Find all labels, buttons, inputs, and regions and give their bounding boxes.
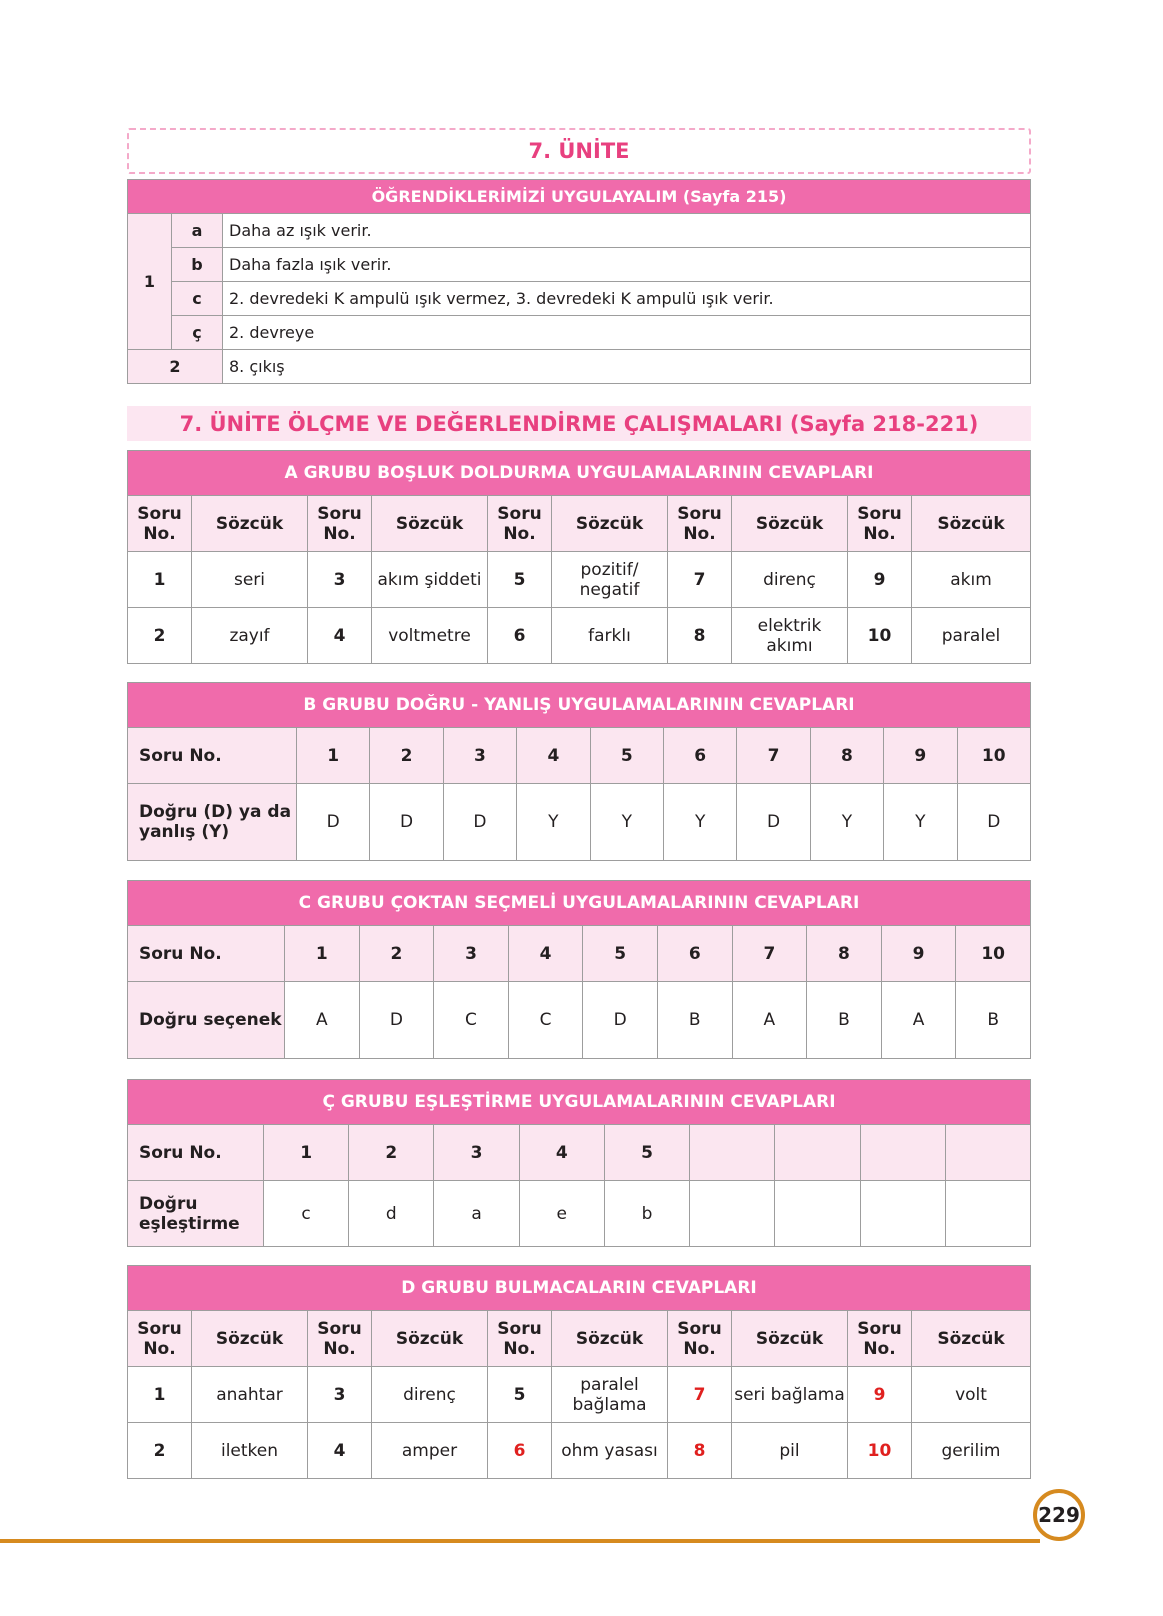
- question-number: 5: [590, 728, 663, 784]
- col-sozcuk: Sözcük: [552, 496, 668, 552]
- question-number: 9: [848, 1367, 912, 1423]
- answer: c: [264, 1181, 349, 1247]
- answer: a: [434, 1181, 519, 1247]
- apply-table: [127, 179, 1031, 384]
- empty-cell: [945, 1125, 1030, 1181]
- empty-cell: [860, 1181, 945, 1247]
- q1-number: 1: [128, 214, 172, 350]
- group-c-table: [127, 880, 1031, 1059]
- answer: d: [349, 1181, 434, 1247]
- group-d-table: [127, 1265, 1031, 1479]
- table-row: [128, 1423, 1031, 1479]
- question-number: 8: [668, 1423, 732, 1479]
- answer-word: elektrik akımı: [732, 608, 848, 664]
- question-number: 10: [957, 728, 1030, 784]
- answer-word: pil: [732, 1423, 848, 1479]
- question-number: 6: [663, 728, 736, 784]
- answer: B: [657, 982, 732, 1059]
- row-label-soru-no: Soru No.: [128, 926, 285, 982]
- answer-word: farklı: [552, 608, 668, 664]
- answer-word: akım: [912, 552, 1031, 608]
- group-b-title: B GRUBU DOĞRU - YANLIŞ UYGULAMALARININ CEVAPLARI: [128, 683, 1031, 728]
- question-number: 7: [668, 1367, 732, 1423]
- col-sozcuk: Sözcük: [732, 1311, 848, 1367]
- question-number: 4: [519, 1125, 604, 1181]
- answer-word: anahtar: [192, 1367, 308, 1423]
- q1-answer: Daha az ışık verir.: [223, 214, 1031, 248]
- q2-answer: 8. çıkış: [223, 350, 1031, 384]
- question-number: 5: [488, 552, 552, 608]
- question-number: 2: [128, 608, 192, 664]
- answer-word: zayıf: [192, 608, 308, 664]
- answer-word: pozitif/ negatif: [552, 552, 668, 608]
- question-number: 2: [370, 728, 443, 784]
- answer: Y: [884, 784, 957, 861]
- answer: D: [957, 784, 1030, 861]
- question-number: 8: [810, 728, 883, 784]
- question-number: 1: [297, 728, 370, 784]
- section-title: 7. ÜNİTE ÖLÇME VE DEĞERLENDİRME ÇALIŞMALARI (Sayfa 218-221): [127, 406, 1031, 441]
- answer: D: [359, 982, 434, 1059]
- question-number: 3: [443, 728, 516, 784]
- answer: A: [881, 982, 956, 1059]
- answer: Y: [590, 784, 663, 861]
- question-number: 6: [488, 1423, 552, 1479]
- answer-word: voltmetre: [372, 608, 488, 664]
- question-number: 6: [488, 608, 552, 664]
- col-sozcuk: Sözcük: [732, 496, 848, 552]
- answer: B: [807, 982, 882, 1059]
- answer-word: paralel bağlama: [552, 1367, 668, 1423]
- question-number: 1: [264, 1125, 349, 1181]
- question-number: 4: [508, 926, 583, 982]
- answer: e: [519, 1181, 604, 1247]
- empty-cell: [775, 1125, 860, 1181]
- col-sozcuk: Sözcük: [372, 1311, 488, 1367]
- question-number: 2: [349, 1125, 434, 1181]
- question-number: 1: [128, 552, 192, 608]
- empty-cell: [860, 1125, 945, 1181]
- answer: Y: [663, 784, 736, 861]
- group-b-table: [127, 682, 1031, 861]
- answer-word: seri: [192, 552, 308, 608]
- answer: D: [737, 784, 810, 861]
- question-number: 4: [308, 608, 372, 664]
- col-sozcuk: Sözcük: [372, 496, 488, 552]
- answer-word: iletken: [192, 1423, 308, 1479]
- col-sozcuk: Sözcük: [912, 496, 1031, 552]
- answer: Y: [517, 784, 590, 861]
- question-number: 5: [583, 926, 658, 982]
- col-soru-no: Soru No.: [668, 1311, 732, 1367]
- group-a-table: [127, 450, 1031, 664]
- answer-word: amper: [372, 1423, 488, 1479]
- col-sozcuk: Sözcük: [192, 1311, 308, 1367]
- q1-answer: 2. devreye: [223, 316, 1031, 350]
- answer-word: ohm yasası: [552, 1423, 668, 1479]
- group-a-title: A GRUBU BOŞLUK DOLDURMA UYGULAMALARININ CEVAPLARI: [128, 451, 1031, 496]
- answer-word: seri bağlama: [732, 1367, 848, 1423]
- q1-answer: 2. devredeki K ampulü ışık vermez, 3. devredeki K ampulü ışık verir.: [223, 282, 1031, 316]
- apply-title: ÖĞRENDİKLERİMİZİ UYGULAYALIM (Sayfa 215): [128, 180, 1031, 214]
- question-number: 8: [807, 926, 882, 982]
- empty-cell: [775, 1181, 860, 1247]
- table-row: [128, 552, 1031, 608]
- answer: C: [508, 982, 583, 1059]
- question-number: 7: [732, 926, 807, 982]
- answer: Y: [810, 784, 883, 861]
- row-label-answer: Doğru (D) ya da yanlış (Y): [128, 784, 297, 861]
- row-label-answer: Doğru seçenek: [128, 982, 285, 1059]
- row-label-soru-no: Soru No.: [128, 1125, 264, 1181]
- col-sozcuk: Sözcük: [912, 1311, 1031, 1367]
- answer-word: gerilim: [912, 1423, 1031, 1479]
- question-number: 1: [285, 926, 360, 982]
- question-number: 4: [308, 1423, 372, 1479]
- group-cc-title: Ç GRUBU EŞLEŞTİRME UYGULAMALARININ CEVAPLARI: [128, 1080, 1031, 1125]
- answer: B: [956, 982, 1031, 1059]
- q1-answer: Daha fazla ışık verir.: [223, 248, 1031, 282]
- col-soru-no: Soru No.: [308, 496, 372, 552]
- answer: A: [285, 982, 360, 1059]
- col-soru-no: Soru No.: [488, 1311, 552, 1367]
- col-sozcuk: Sözcük: [192, 496, 308, 552]
- question-number: 6: [657, 926, 732, 982]
- empty-cell: [945, 1181, 1030, 1247]
- question-number: 1: [128, 1367, 192, 1423]
- empty-cell: [690, 1181, 775, 1247]
- question-number: 7: [737, 728, 810, 784]
- question-number: 9: [884, 728, 957, 784]
- group-c-title: C GRUBU ÇOKTAN SEÇMELİ UYGULAMALARININ CEVAPLARI: [128, 881, 1031, 926]
- group-d-title: D GRUBU BULMACALARIN CEVAPLARI: [128, 1266, 1031, 1311]
- question-number: 9: [848, 552, 912, 608]
- col-sozcuk: Sözcük: [552, 1311, 668, 1367]
- table-row: [128, 608, 1031, 664]
- question-number: 10: [956, 926, 1031, 982]
- question-number: 4: [517, 728, 590, 784]
- q1-letter: ç: [172, 316, 223, 350]
- question-number: 8: [668, 608, 732, 664]
- question-number: 7: [668, 552, 732, 608]
- col-soru-no: Soru No.: [308, 1311, 372, 1367]
- page-number: 229: [1033, 1489, 1085, 1541]
- footer-line: [0, 1539, 1040, 1543]
- col-soru-no: Soru No.: [848, 496, 912, 552]
- row-label-answer: Doğru eşleştirme: [128, 1181, 264, 1247]
- group-cc-table: [127, 1079, 1031, 1247]
- answer: D: [443, 784, 516, 861]
- col-soru-no: Soru No.: [128, 1311, 192, 1367]
- answer: b: [604, 1181, 689, 1247]
- q1-letter: a: [172, 214, 223, 248]
- question-number: 3: [434, 1125, 519, 1181]
- question-number: 5: [604, 1125, 689, 1181]
- answer: D: [583, 982, 658, 1059]
- q1-letter: b: [172, 248, 223, 282]
- answer-word: direnç: [372, 1367, 488, 1423]
- question-number: 5: [488, 1367, 552, 1423]
- question-number: 3: [308, 552, 372, 608]
- question-number: 3: [308, 1367, 372, 1423]
- answer: D: [297, 784, 370, 861]
- question-number: 3: [434, 926, 509, 982]
- row-label-soru-no: Soru No.: [128, 728, 297, 784]
- answer: A: [732, 982, 807, 1059]
- question-number: 10: [848, 1423, 912, 1479]
- col-soru-no: Soru No.: [128, 496, 192, 552]
- q1-letter: c: [172, 282, 223, 316]
- unit-title: 7. ÜNİTE: [127, 128, 1031, 174]
- answer: C: [434, 982, 509, 1059]
- question-number: 10: [848, 608, 912, 664]
- answer-word: volt: [912, 1367, 1031, 1423]
- answer: D: [370, 784, 443, 861]
- table-row: [128, 1367, 1031, 1423]
- col-soru-no: Soru No.: [848, 1311, 912, 1367]
- answer-word: direnç: [732, 552, 848, 608]
- question-number: 2: [128, 1423, 192, 1479]
- q2-number: 2: [128, 350, 223, 384]
- answer-word: akım şiddeti: [372, 552, 488, 608]
- col-soru-no: Soru No.: [488, 496, 552, 552]
- answer-word: paralel: [912, 608, 1031, 664]
- question-number: 2: [359, 926, 434, 982]
- empty-cell: [690, 1125, 775, 1181]
- question-number: 9: [881, 926, 956, 982]
- col-soru-no: Soru No.: [668, 496, 732, 552]
